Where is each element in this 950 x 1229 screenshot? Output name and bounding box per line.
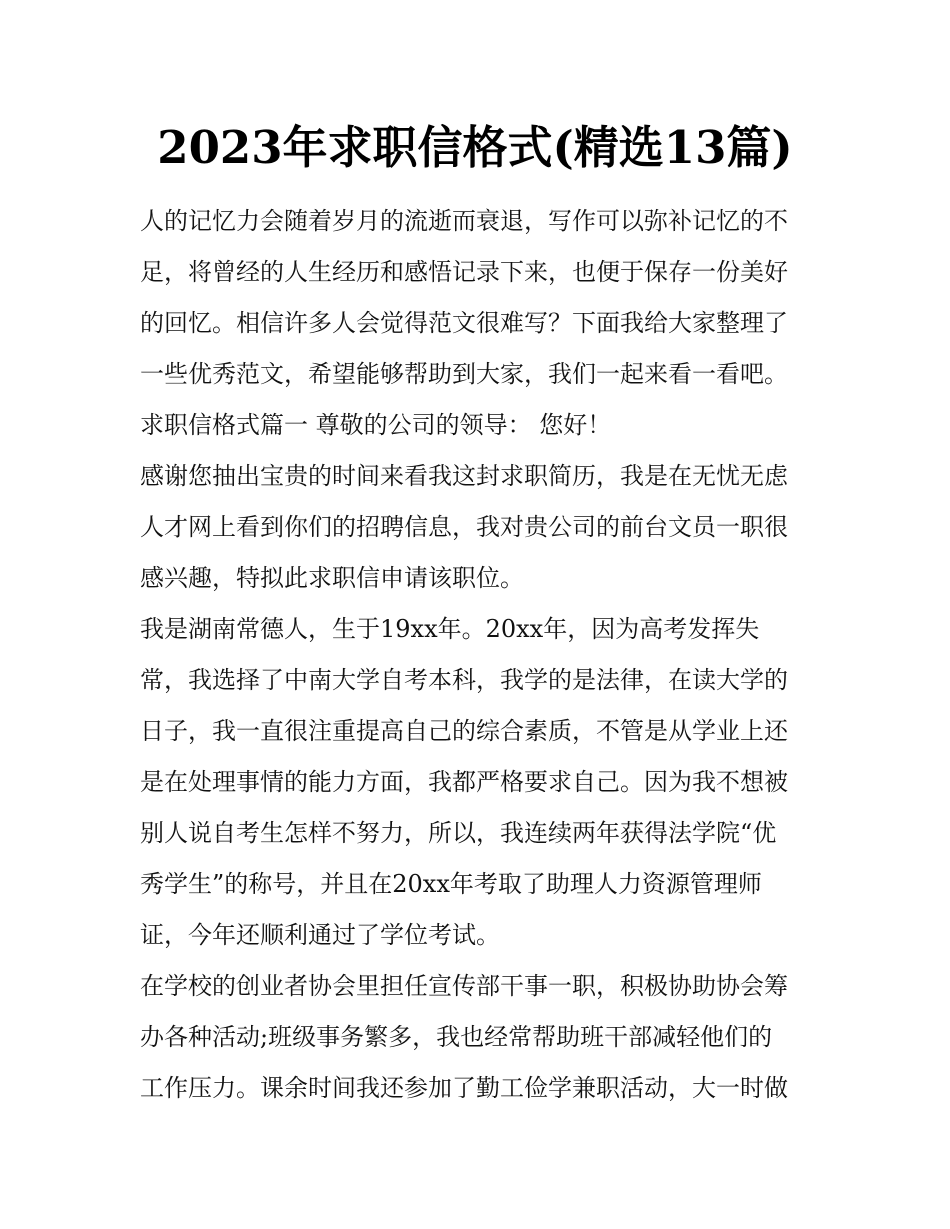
body-line: 别人说自考生怎样不努力，所以，我连续两年获得法学院“优 [140,819,777,847]
document-body [140,196,810,1114]
document-title: 2023年求职信格式(精选13篇) [157,121,793,174]
body-line: 证，今年还顺利通过了学位考试。 [140,921,500,949]
body-line: 日子，我一直很注重提高自己的综合素质，不管是从学业上还 [140,717,788,745]
body-line: 感兴趣，特拟此求职信申请该职位。 [140,564,524,592]
body-line: 人的记忆力会随着岁月的流逝而衰退，写作可以弥补记忆的不 [140,207,788,235]
body-line: 一些优秀范文，希望能够帮助到大家，我们一起来看一看吧。 [140,360,788,388]
body-line: 秀学生”的称号，并且在20xx年考取了助理人力资源管理师 [140,870,762,898]
body-line: 人才网上看到你们的招聘信息，我对贵公司的前台文员一职很 [140,513,788,541]
body-line: 我是湖南常德人，生于19xx年。20xx年，因为高考发挥失 [140,615,760,643]
body-line: 常，我选择了中南大学自考本科，我学的是法律，在读大学的 [140,666,788,694]
body-line: 是在处理事情的能力方面，我都严格要求自己。因为我不想被 [140,768,788,796]
body-line: 求职信格式篇一 尊敬的公司的领导： 您好！ [140,411,612,439]
body-line: 在学校的创业者协会里担任宣传部干事一职，积极协助协会筹 [140,972,788,1000]
body-line: 感谢您抽出宝贵的时间来看我这封求职简历，我是在无忧无虑 [140,462,788,490]
body-line: 工作压力。课余时间我还参加了勤工俭学兼职活动，大一时做 [140,1074,788,1102]
body-line: 办各种活动;班级事务繁多，我也经常帮助班干部减轻他们的 [140,1023,773,1051]
body-line: 的回忆。相信许多人会觉得范文很难写？下面我给大家整理了 [140,309,788,337]
body-line: 足，将曾经的人生经历和感悟记录下来，也便于保存一份美好 [140,258,788,286]
